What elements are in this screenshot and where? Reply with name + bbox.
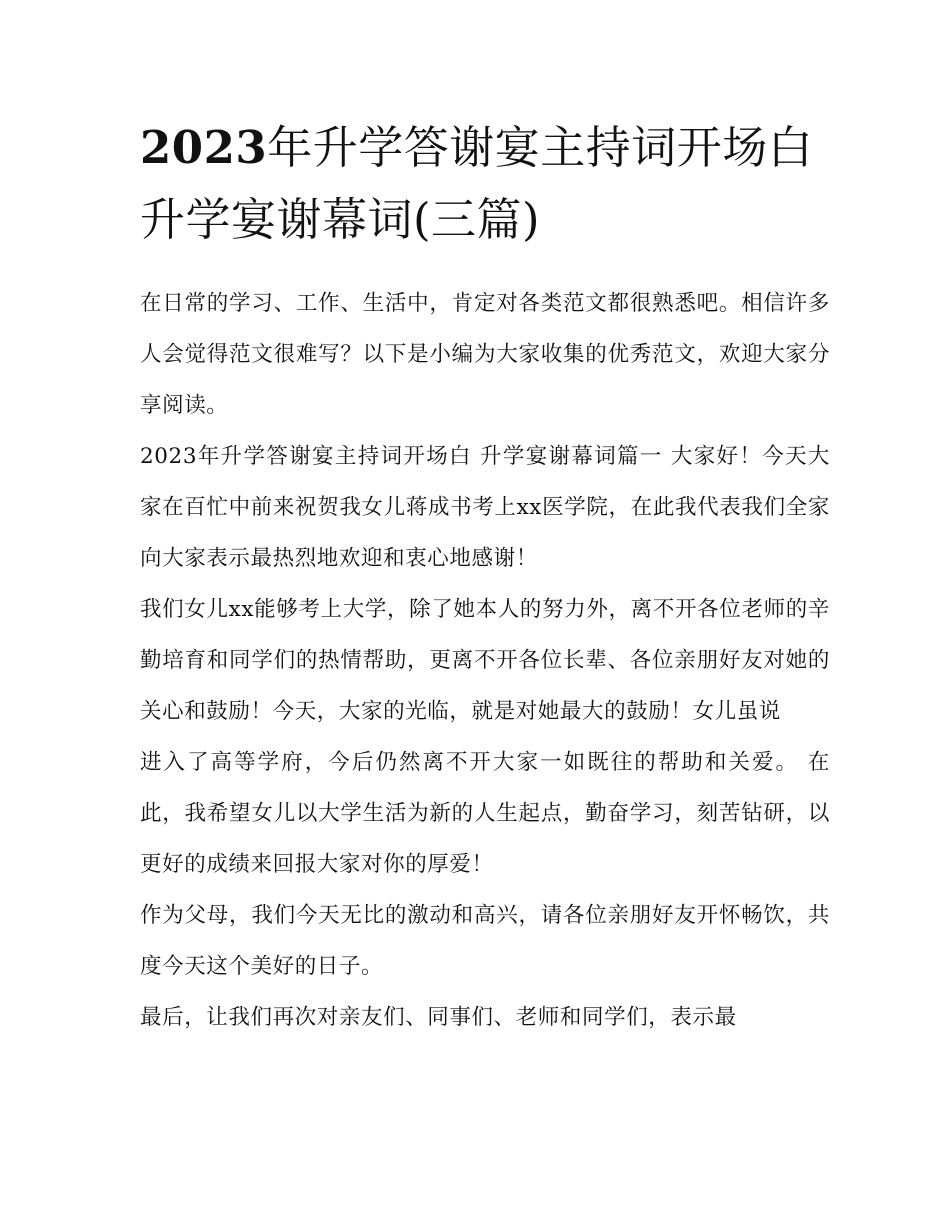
document-title-year: 2023	[140, 121, 268, 174]
paragraph-intro: 在日常的学习、工作、生活中，肯定对各类范文都很熟悉吧。相信许多人会觉得范文很难写？以下是小编为大家收集的优秀范文，欢迎大家分享阅读。	[140, 291, 830, 418]
document-body	[140, 278, 830, 1043]
paragraph-greeting: 2023年升学答谢宴主持词开场白 升学宴谢幕词篇一 大家好！今天大家在百忙中前来祝贺我女儿蒋成书考上xx医学院，在此我代表我们全家向大家表示最热烈地欢迎和衷心地感谢！	[140, 444, 830, 571]
paragraph-toast: 作为父母，我们今天无比的激动和高兴，请各位亲朋好友开怀畅饮，共度今天这个美好的日子。	[140, 903, 830, 979]
document-content	[140, 112, 830, 1043]
document-title-text: 年升学答谢宴主持词开场白 升学宴谢幕词(三篇)	[140, 121, 814, 246]
paragraph-closing: 最后，让我们再次对亲友们、同事们、老师和同学们，表示最	[140, 1005, 737, 1030]
paragraph-hope: 进入了高等学府，今后仍然离不开大家一如既往的帮助和关爱。 在此，我希望女儿以大学生活为新的人生起点，勤奋学习，刻苦钻研，以更好的成绩来回报大家对你的厚爱！	[140, 750, 830, 877]
paragraph-thanks: 我们女儿xx能够考上大学，除了她本人的努力外，离不开各位老师的辛勤培育和同学们的热情帮助，更离不开各位长辈、各位亲朋好友对她的关心和鼓励！今天，大家的光临，就是对她最大的鼓励！女儿虽说	[140, 597, 830, 724]
document-title	[140, 112, 830, 256]
